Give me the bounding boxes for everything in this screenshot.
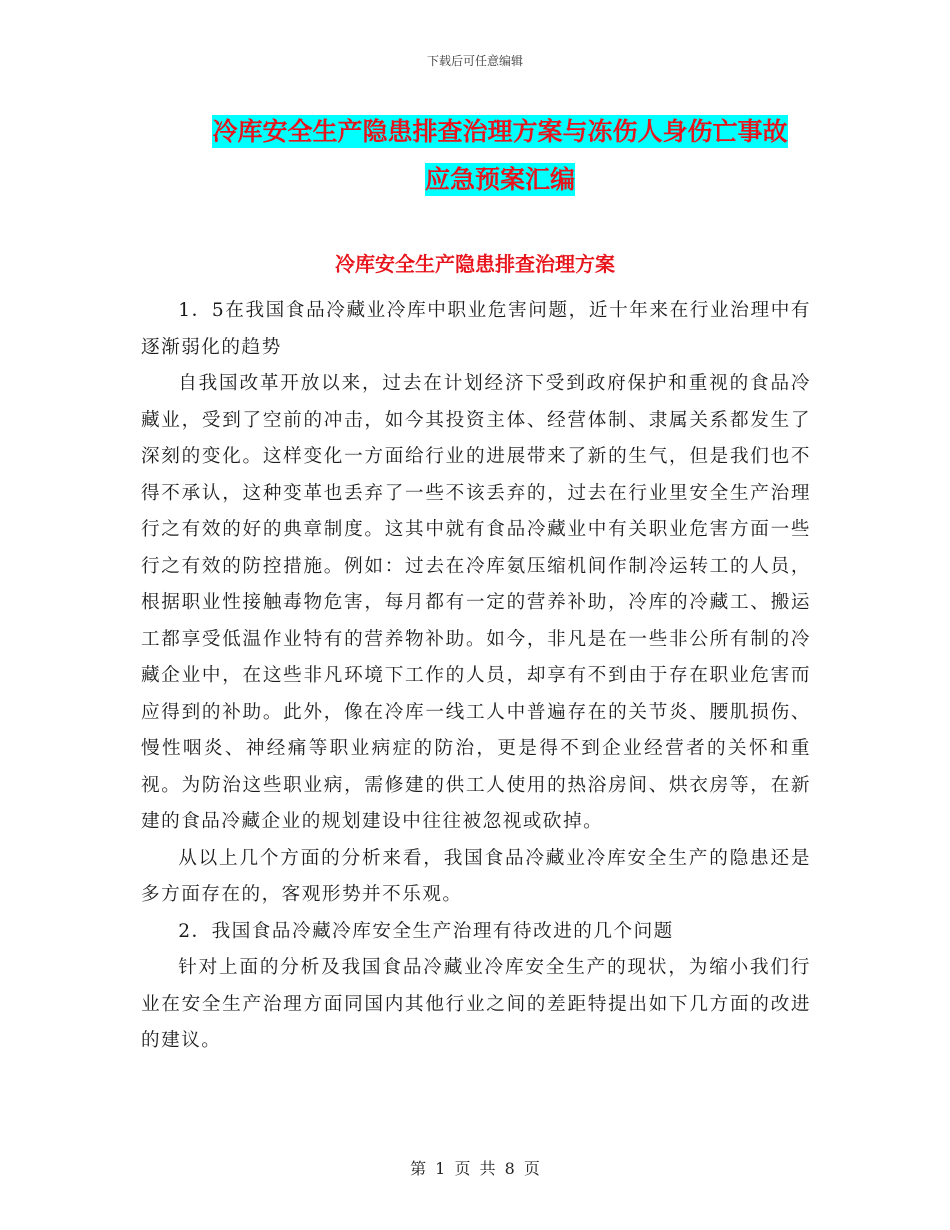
paragraph: 1．5在我国食品冷藏业冷库中职业危害问题，近十年来在行业治理中有逐渐弱化的趋势	[141, 300, 811, 358]
section-title: 冷库安全生产隐患排查治理方案	[335, 252, 615, 276]
document-title	[140, 108, 860, 204]
page-header-note: 下载后可任意编辑	[426, 54, 523, 68]
page-footer: 第 1 页 共 8 页	[410, 1159, 540, 1178]
paragraph: 针对上面的分析及我国食品冷藏业冷库安全生产的现状，为缩小我们行业在安全生产治理方面同国内其他行业之间的差距特提出如下几方面的改进的建议。	[141, 957, 811, 1051]
paragraph: 2．我国食品冷藏冷库安全生产治理有待改进的几个问题	[178, 920, 674, 942]
paragraph: 自我国改革开放以来，过去在计划经济下受到政府保护和重视的食品冷藏业，受到了空前的冲击，如今其投资主体、经营体制、隶属关系都发生了深刻的变化。这样变化一方面给行业的进展带来了新的生气，但是我们也不得不承认，这种变革也丢弃了一些不该丢弃的，过去在行业里安全生产治理行之有效的好的典章制度。这其中就有食品冷藏业中有关职业危害方面一些行之有效的防控措施。例如：过去在冷库氨压缩机间作制冷运转工的人员，根据职业性接触毒物危害，每月都有一定的营养补助，冷库的冷藏工、搬运工都享受低温作业特有的营养物补助。如今，非凡是在一些非公所有制的冷藏企业中，在这些非凡环境下工作的人员，却享有不到由于存在职业危害而应得到的补助。此外，像在冷库一线工人中普遍存在的关节炎、腰肌损伤、慢性咽炎、神经痛等职业病症的防治，更是得不到企业经营者的关怀和重视。为防治这些职业病，需修建的供工人使用的热浴房间、烘衣房等，在新建的食品冷藏企业的规划建设中往往被忽视或砍掉。	[141, 373, 811, 832]
paragraph: 从以上几个方面的分析来看，我国食品冷藏业冷库安全生产的隐患还是多方面存在的，客观形势并不乐观。	[141, 847, 811, 905]
body-text	[141, 293, 811, 1060]
document-title-line-1: 冷库安全生产隐患排查治理方案与冻伤人身伤亡事故	[212, 117, 788, 146]
document-title-line-2: 应急预案汇编	[424, 165, 575, 194]
